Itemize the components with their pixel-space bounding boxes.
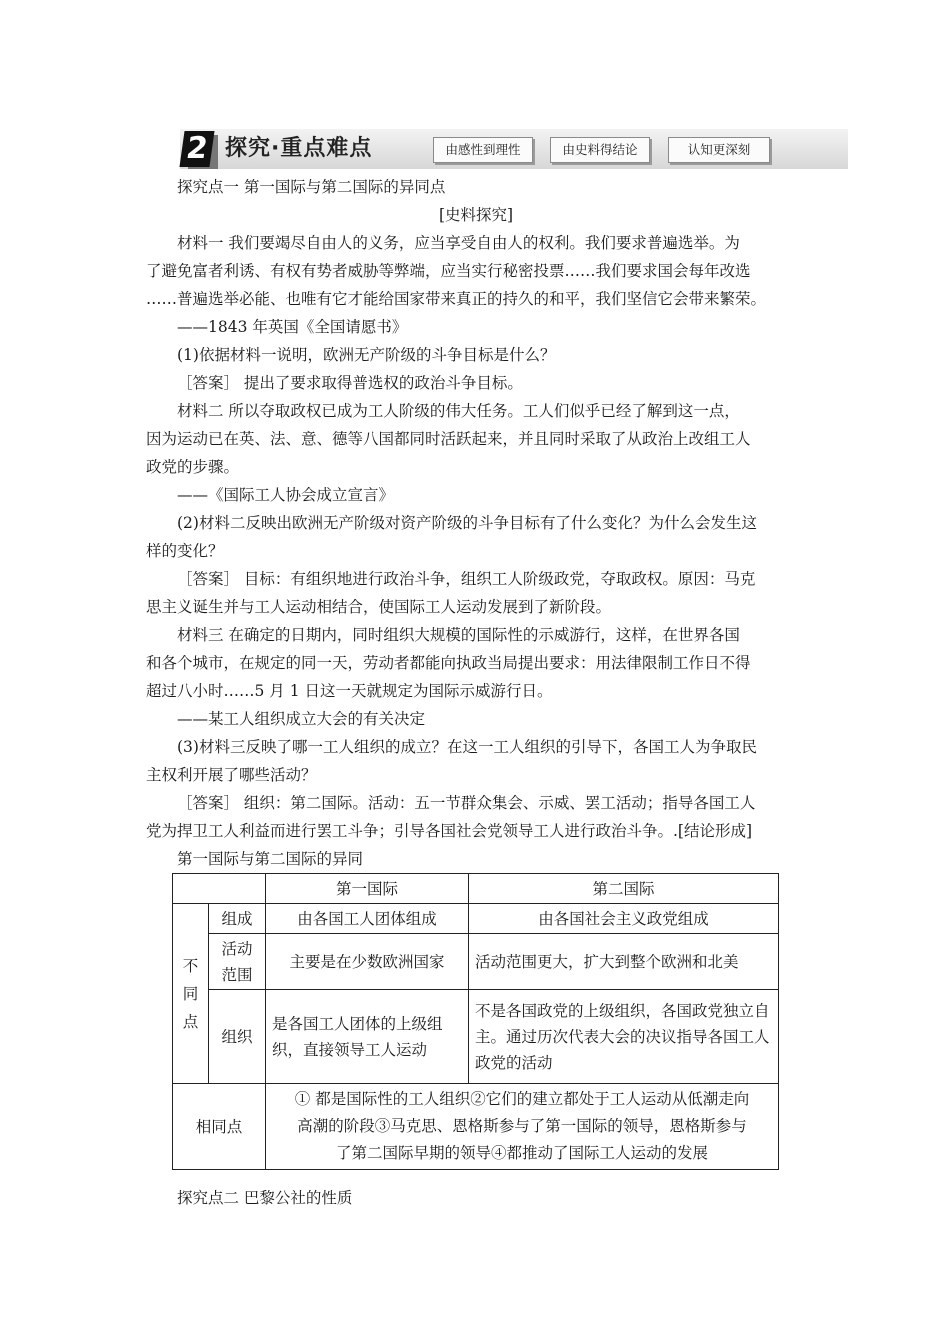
question3-line2: 主权利开展了哪些活动？ [146, 766, 317, 784]
header-first-international: 第一国际 [266, 874, 469, 904]
table-row-similarities [173, 1084, 779, 1170]
question3-line1: (3)材料三反映了哪一工人组织的成立？在这一工人组织的引导下，各国工人为争取民 [177, 738, 757, 756]
similarities-label: 相同点 [173, 1084, 266, 1170]
material1-line3: ……普遍选举必能、也唯有它才能给国家带来真正的持久的和平，我们坚信它会带来繁荣。 [146, 290, 767, 308]
cell-second-composition: 由各国社会主义政党组成 [469, 904, 779, 934]
similarities-line3: 了第二国际早期的领导④都推动了国际工人运动的发展 [335, 1144, 708, 1162]
question2-line1: (2)材料二反映出欧洲无产阶级对资产阶级的斗争目标有了什么变化？为什么会发生这 [177, 514, 757, 532]
material2-line1: 材料二 所以夺取政权已成为工人阶级的伟大任务。工人们似乎已经了解到这一点， [177, 402, 740, 420]
banner-title: 探究·重点难点 [225, 136, 373, 161]
section-banner [180, 129, 848, 169]
section1-heading: 探究点一 第一国际与第二国际的异同点 [177, 178, 446, 196]
table-row [173, 904, 779, 934]
tag-history-to-conclusion: 由史料得结论 [550, 137, 650, 163]
material1-line2: 了避免富者利诱、有权有势者威胁等弊端，应当实行秘密投票……我们要求国会每年改选 [146, 262, 751, 280]
banner-number: 2 [179, 131, 214, 167]
tag-perceptual-to-rational: 由感性到理性 [433, 137, 533, 163]
comparison-table [172, 873, 779, 1170]
answer3-line2: 党为捍卫工人利益而进行罢工斗争；引导各国社会党领导工人进行政治斗争。.[结论形成] [146, 822, 753, 840]
row-label-organization: 组织 [209, 990, 266, 1084]
material3-line1: 材料三 在确定的日期内，同时组织大规模的国际性的示威游行，这样，在世界各国 [177, 626, 740, 644]
cell-first-composition: 由各国工人团体组成 [266, 904, 469, 934]
material3-line3: 超过八小时……5 月 1 日这一天就规定为国际示威游行日。 [146, 682, 553, 700]
material3-line2: 和各个城市，在规定的同一天，劳动者都能向执政当局提出要求：用法律限制工作日不得 [146, 654, 751, 672]
header-corner-cell [173, 874, 266, 904]
material2-line2: 因为运动已在英、法、意、德等八国都同时活跃起来，并且同时采取了从政治上改组工人 [146, 430, 751, 448]
answer2-line2: 思主义诞生并与工人运动相结合，使国际工人运动发展到了新阶段。 [146, 598, 612, 616]
answer2-line1: ［答案］ 目标：有组织地进行政治斗争，组织工人阶级政党，夺取政权。原因：马克 [177, 570, 756, 588]
material1-line1: 材料一 我们要竭尽自由人的义务，应当享受自由人的权利。我们要求普遍选举。为 [177, 234, 740, 252]
header-second-international: 第二国际 [469, 874, 779, 904]
table-row [173, 990, 779, 1084]
similarities-content [266, 1084, 779, 1170]
table-caption: 第一国际与第二国际的异同 [177, 850, 364, 868]
tag-deeper-understanding: 认知更深刻 [668, 137, 770, 163]
table-row [173, 934, 779, 990]
table-header-row [173, 874, 779, 904]
material3-source: ——某工人组织成立大会的有关决定 [177, 710, 426, 728]
material2-line3: 政党的步骤。 [146, 458, 240, 476]
row-label-composition: 组成 [209, 904, 266, 934]
cell-second-organization: 不是各国政党的上级组织，各国政党独立自主。通过历次代表大会的决议指导各国工人政党的活动 [469, 990, 779, 1084]
answer1: ［答案］ 提出了要求取得普选权的政治斗争目标。 [177, 374, 523, 392]
cell-first-organization: 是各国工人团体的上级组织，直接领导工人运动 [266, 990, 469, 1084]
differences-label: 不同点 [173, 904, 209, 1084]
similarities-line1: ① 都是国际性的工人组织②它们的建立都处于工人运动从低潮走向 [294, 1090, 750, 1108]
material1-source: ——1843 年英国《全国请愿书》 [177, 318, 408, 336]
similarities-line2: 高潮的阶段③马克思、恩格斯参与了第一国际的领导，恩格斯参与 [297, 1117, 747, 1135]
section1-subheading: [史料探究] [438, 206, 514, 224]
cell-first-scope: 主要是在少数欧洲国家 [266, 934, 469, 990]
material2-source: ——《国际工人协会成立宣言》 [177, 486, 395, 504]
question2-line2: 样的变化？ [146, 542, 224, 560]
cell-second-scope: 活动范围更大，扩大到整个欧洲和北美 [469, 934, 779, 990]
section2-heading: 探究点二 巴黎公社的性质 [177, 1189, 353, 1207]
question1: (1)依据材料一说明，欧洲无产阶级的斗争目标是什么？ [177, 346, 556, 364]
row-label-scope: 活动范围 [209, 934, 266, 990]
answer3-line1: ［答案］ 组织：第二国际。活动：五一节群众集会、示威、罢工活动；指导各国工人 [177, 794, 756, 812]
